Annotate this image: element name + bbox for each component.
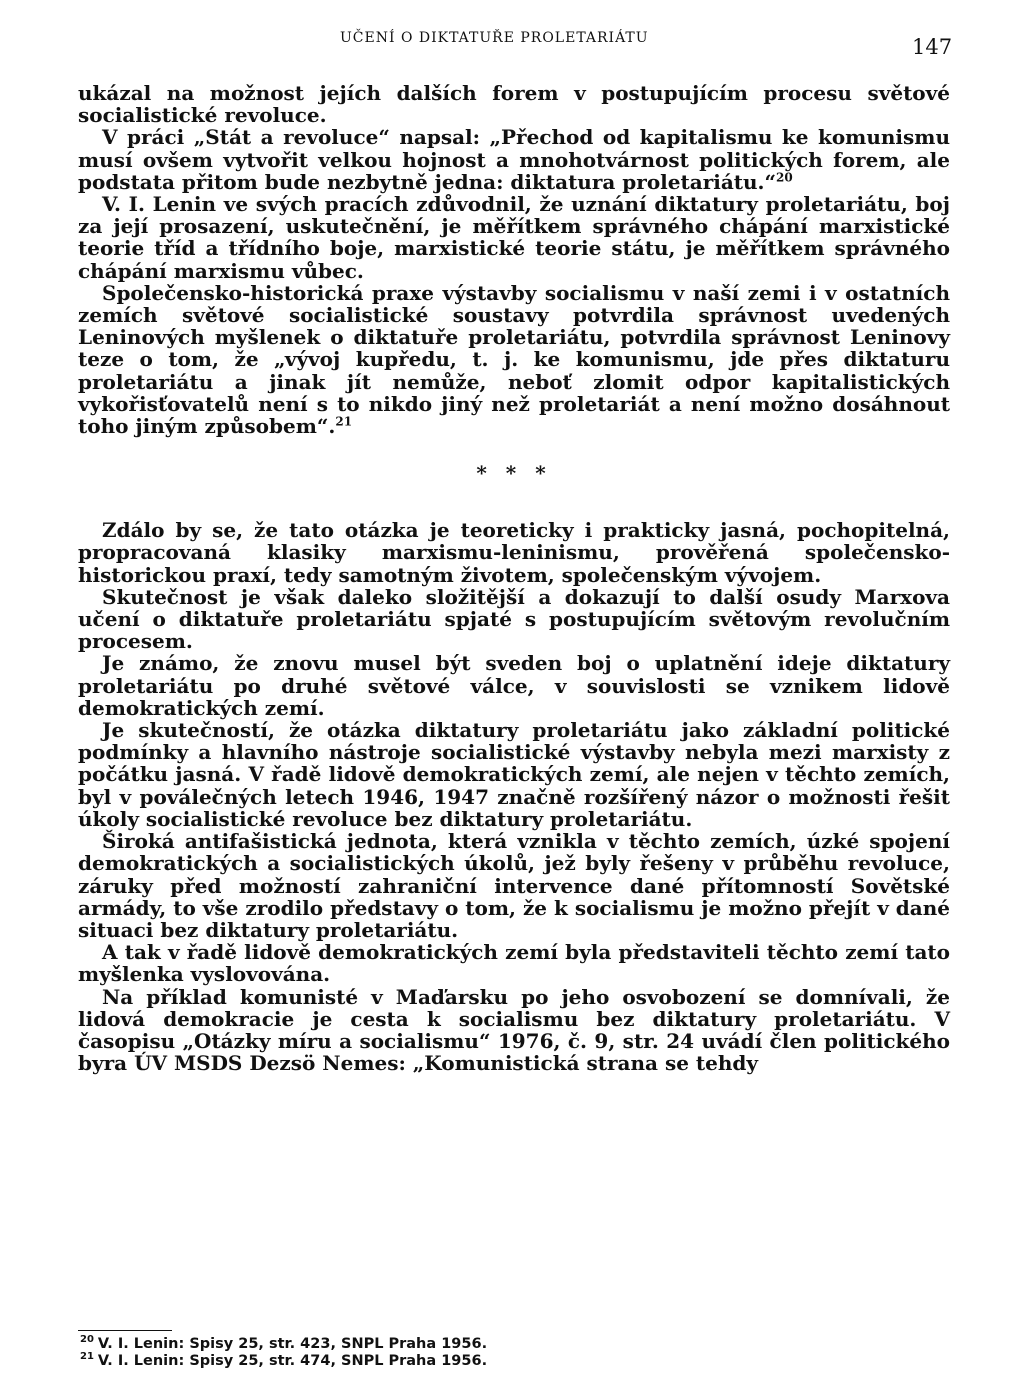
footnote-divider (78, 1330, 172, 1331)
paragraph (78, 282, 950, 437)
paragraph (78, 82, 950, 126)
paragraph-text: Skutečnost je však daleko složitější a dokazují to další osudy Marxova učení o diktatuře proletariátu spjaté s postupujícím světovým revolučním procesem. (78, 584, 950, 654)
paragraph-text: Je skutečností, že otázka diktatury proletariátu jako základní politické podmínky a hlavního nástroje socialistické výstavby nebyla mezi marxisty z počátku jasná. V řadě lidově demokratických zemí, ale nejen v těchto zemích, byl v poválečných letech 1946, 1947 značně rozšířený názor o možnosti řešit úkoly socialistické revoluce bez diktatury proletariátu. (78, 718, 950, 831)
paragraph-text: V práci „Stát a revoluce“ napsal: „Přechod od kapitalismu ke komunismu musí ovšem vytvořit velkou hojnost a mnohotvárnost politických forem, ale podstata přitom bude nezbytně jedna: diktatura proletariátu.“ (78, 125, 950, 194)
paragraph (78, 986, 950, 1075)
body-text (78, 82, 950, 1074)
paragraph (78, 719, 950, 830)
footnote-mark: 21 (80, 1351, 94, 1363)
paragraph (78, 652, 950, 719)
footnote (80, 1336, 487, 1353)
paragraph (78, 830, 950, 941)
section-separator: * * * (476, 461, 552, 486)
footnote-text: V. I. Lenin: Spisy 25, str. 474, SNPL Praha 1956. (97, 1353, 488, 1369)
paragraph-text: ukázal na možnost jejích dalších forem v postupujícím procesu světové socialistické revoluce. (78, 81, 950, 128)
page-number: 147 (912, 35, 953, 59)
paragraph (78, 193, 950, 282)
paragraph (78, 586, 950, 653)
footnotes (80, 1336, 487, 1370)
paragraph-text: Společensko-historická praxe výstavby socialismu v naší zemi i v ostatních zemích světové socialistické soustavy potvrdila správnost uvedených Leninových myšlenek o diktatuře proletariátu, potvrdila správnost Leninovy teze o tom, že „vývoj kupředu, t. j. ke komunismu, jde přes diktaturu proletariátu a jinak jít nemůže, neboť zlomit odpor kapitalistických vykořisťovatelů není s to nikdo jiný než proletariát a není možno dosáhnout toho jiným způsobem“. (78, 280, 950, 439)
footnote-text: V. I. Lenin: Spisy 25, str. 423, SNPL Praha 1956. (97, 1336, 488, 1352)
paragraph (78, 126, 950, 193)
footnote-mark: 20 (80, 1334, 94, 1346)
paragraph (78, 941, 950, 985)
footnote-reference: 21 (335, 414, 353, 429)
paragraph-text: A tak v řadě lidově demokratických zemí byla představiteli těchto zemí tato myšlenka vyslovována. (78, 940, 950, 987)
footnote-reference: 20 (776, 170, 793, 185)
paragraph-text: Je známo, že znovu musel být sveden boj o uplatnění ideje diktatury proletariátu po druhé světové válce, v souvislosti se vznikem lidově demokratických zemí. (78, 651, 950, 720)
footnote (80, 1353, 487, 1370)
running-head: UČENÍ O DIKTATUŘE PROLETARIÁTU (340, 30, 649, 46)
paragraph-text: Na příklad komunisté v Maďarsku po jeho osvobození se domnívali, že lidová demokracie je cesta k socialismu bez diktatury proletariátu. V časopisu „Otázky míru a socialismu“ 1976, č. 9, str. 24 uvádí člen politického byra ÚV MSDS Dezsö Nemes: „Komunistická strana se tehdy (78, 984, 950, 1076)
paragraph-text: Široká antifašistická jednota, která vznikla v těchto zemích, úzké spojení demokratických a socialistických úkolů, jež byly řešeny v průběhu revoluce, záruky před možností zahraniční intervence dané přítomností Sovětské armády, to vše zrodilo představy o tom, že k socialismu je možno přejít v dané situaci bez diktatury proletariátu. (78, 829, 950, 942)
paragraph-text: Zdálo by se, že tato otázka je teoreticky i prakticky jasná, pochopitelná, propracovaná klasiky marxismu-leninismu, prověřená společensko-historickou praxí, tedy samotným životem, společenským vývojem. (78, 518, 950, 587)
paragraph (78, 519, 950, 586)
paragraph-text: V. I. Lenin ve svých pracích zdůvodnil, že uznání diktatury proletariátu, boj za její prosazení, uskutečnění, je měřítkem správného chápání marxistické teorie tříd a třídního boje, marxistické teorie státu, je měřítkem správného chápání marxismu vůbec. (78, 192, 950, 283)
